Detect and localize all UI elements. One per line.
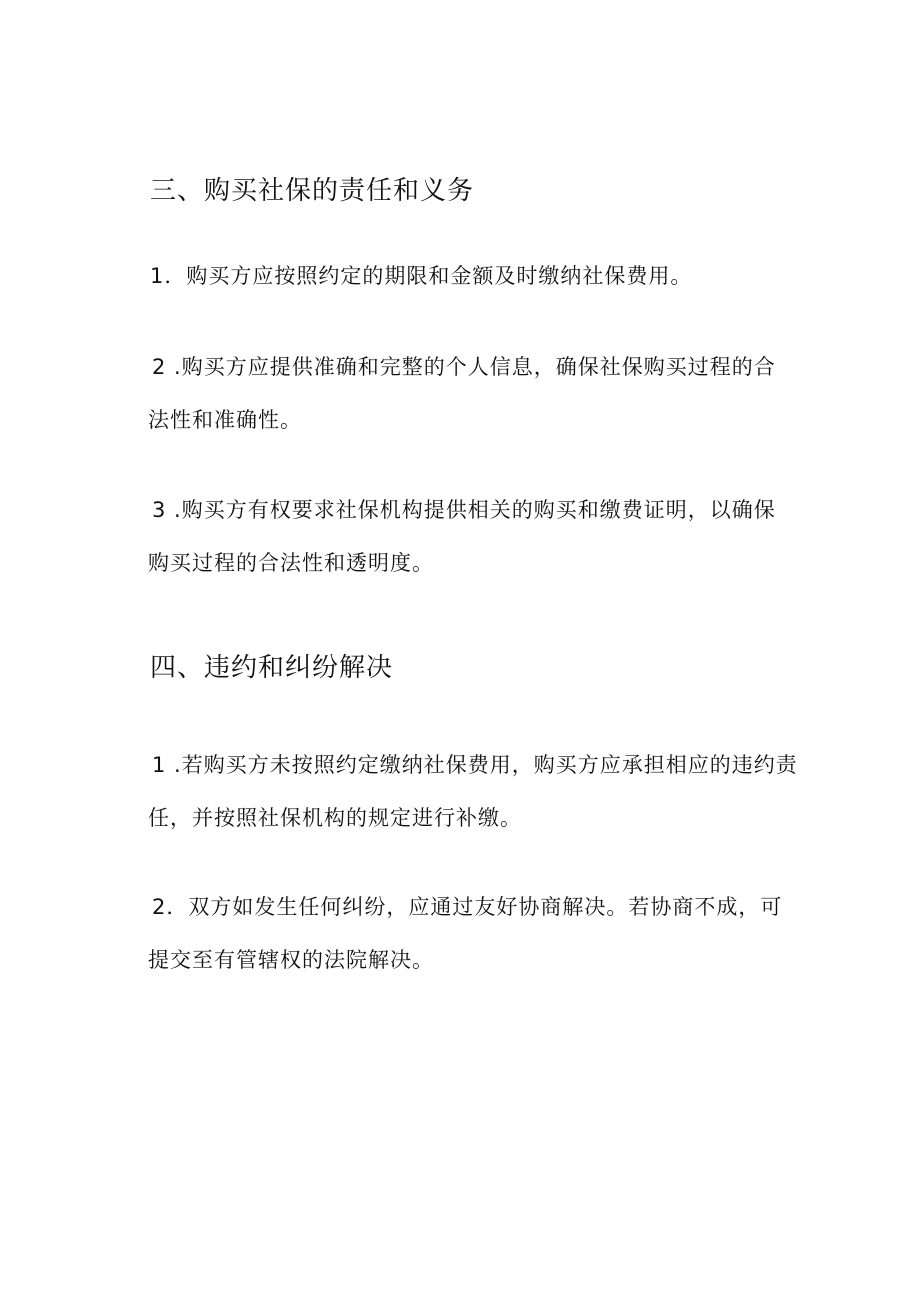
section-4-item-1: [150, 739, 810, 845]
section-3-item-2-line-2: 法性和准确性。: [148, 408, 302, 432]
section-4-item-2: [150, 881, 810, 987]
section-3-item-2-line-1: 2 .购买方应提供准确和完整的个人信息，确保社保购买过程的合: [152, 355, 776, 379]
section-4-item-1-line-1: 1 .若购买方未按照约定缴纳社保费用，购买方应承担相应的违约责: [152, 753, 798, 777]
section-3-item-3-line-1: 3 .购买方有权要求社保机构提供相关的购买和缴费证明，以确保: [152, 498, 776, 522]
section-3-heading: 三、购买社保的责任和义务: [150, 176, 475, 206]
section-4-item-2-line-1: 2．双方如发生任何纠纷，应通过友好协商解决。若协商不成，可: [152, 895, 783, 919]
section-4-heading: 四、违约和纠纷解决: [150, 653, 394, 683]
section-3-item-1-line-1: 1．购买方应按照约定的期限和金额及时缴纳社保费用。: [150, 264, 693, 288]
section-3-item-2: [150, 341, 810, 447]
section-4-item-1-line-2: 任，并按照社保机构的规定进行补缴。: [148, 806, 522, 830]
section-4-item-2-line-2: 提交至有管辖权的法院解决。: [148, 948, 434, 972]
section-3-item-1: [150, 250, 810, 303]
section-3-item-3: [150, 484, 810, 590]
section-3-item-3-line-2: 购买过程的合法性和透明度。: [148, 551, 434, 575]
